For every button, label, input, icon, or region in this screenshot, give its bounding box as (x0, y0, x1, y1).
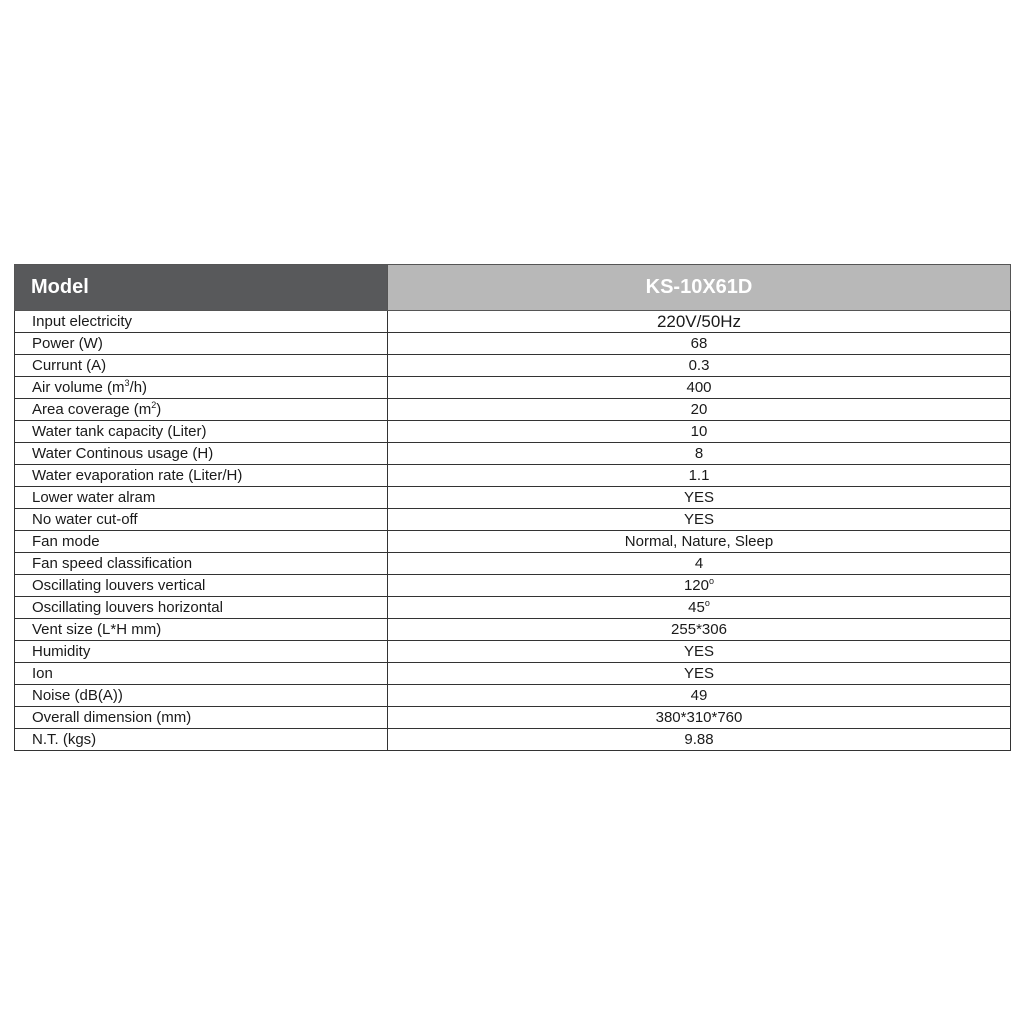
table-row (15, 597, 1011, 619)
table-row (15, 641, 1011, 663)
table-row (15, 553, 1011, 575)
model-header-label: Model (15, 265, 388, 311)
spec-label: Water Continous usage (H) (15, 443, 388, 465)
spec-label: Oscillating louvers vertical (15, 575, 388, 597)
spec-value: Normal, Nature, Sleep (388, 531, 1011, 553)
spec-value: YES (388, 487, 1011, 509)
spec-label: Fan speed classification (15, 553, 388, 575)
spec-value-text: 120 (683, 577, 709, 594)
spec-label: Water tank capacity (Liter) (15, 421, 388, 443)
spec-label: Overall dimension (mm) (15, 707, 388, 729)
table-row (15, 663, 1011, 685)
spec-label-text: /h) (129, 379, 148, 396)
table-row (15, 531, 1011, 553)
table-row (15, 685, 1011, 707)
spec-label: Input electricity (15, 311, 388, 333)
spec-label: N.T. (kgs) (15, 729, 388, 751)
spec-label: Vent size (L*H mm) (15, 619, 388, 641)
spec-value (388, 575, 1011, 597)
table-row (15, 729, 1011, 751)
table-row (15, 575, 1011, 597)
superscript: 2 (151, 400, 157, 410)
spec-label-text: Air volume (m (32, 379, 125, 396)
table-row (15, 377, 1011, 399)
table-row (15, 355, 1011, 377)
spec-label: No water cut-off (15, 509, 388, 531)
spec-label: Fan mode (15, 531, 388, 553)
spec-label-text: ) (156, 401, 162, 418)
spec-value: 255*306 (388, 619, 1011, 641)
spec-value: 9.88 (388, 729, 1011, 751)
spec-value: 220V/50Hz (388, 311, 1011, 333)
spec-label: Humidity (15, 641, 388, 663)
superscript: 3 (124, 378, 130, 388)
spec-label: Noise (dB(A)) (15, 685, 388, 707)
spec-label (15, 377, 388, 399)
table-row (15, 707, 1011, 729)
table-row (15, 421, 1011, 443)
spec-value: 20 (388, 399, 1011, 421)
spec-value: 8 (388, 443, 1011, 465)
table-row (15, 487, 1011, 509)
spec-label: Ion (15, 663, 388, 685)
table-row (15, 443, 1011, 465)
spec-value: 68 (388, 333, 1011, 355)
spec-value: 400 (388, 377, 1011, 399)
degree-mark: o (709, 576, 715, 586)
spec-label-text: Area coverage (m (32, 401, 152, 418)
spec-value: 4 (388, 553, 1011, 575)
table-row (15, 399, 1011, 421)
spec-label: Power (W) (15, 333, 388, 355)
spec-value: 1.1 (388, 465, 1011, 487)
spec-label: Currunt (A) (15, 355, 388, 377)
spec-value: 10 (388, 421, 1011, 443)
spec-value: YES (388, 641, 1011, 663)
spec-label: Lower water alram (15, 487, 388, 509)
table-header-row (15, 265, 1011, 311)
spec-label (15, 399, 388, 421)
spec-value: YES (388, 509, 1011, 531)
spec-table (14, 264, 1011, 751)
model-header-value: KS-10X61D (388, 265, 1011, 311)
table-row (15, 333, 1011, 355)
spec-value: YES (388, 663, 1011, 685)
spec-value: 0.3 (388, 355, 1011, 377)
spec-value: 380*310*760 (388, 707, 1011, 729)
spec-value: 49 (388, 685, 1011, 707)
spec-label: Water evaporation rate (Liter/H) (15, 465, 388, 487)
table-row (15, 465, 1011, 487)
table-row (15, 509, 1011, 531)
degree-mark: o (704, 598, 710, 608)
spec-value (388, 597, 1011, 619)
table-row (15, 619, 1011, 641)
spec-value-text: 45 (688, 599, 705, 616)
spec-label: Oscillating louvers horizontal (15, 597, 388, 619)
table-row (15, 311, 1011, 333)
